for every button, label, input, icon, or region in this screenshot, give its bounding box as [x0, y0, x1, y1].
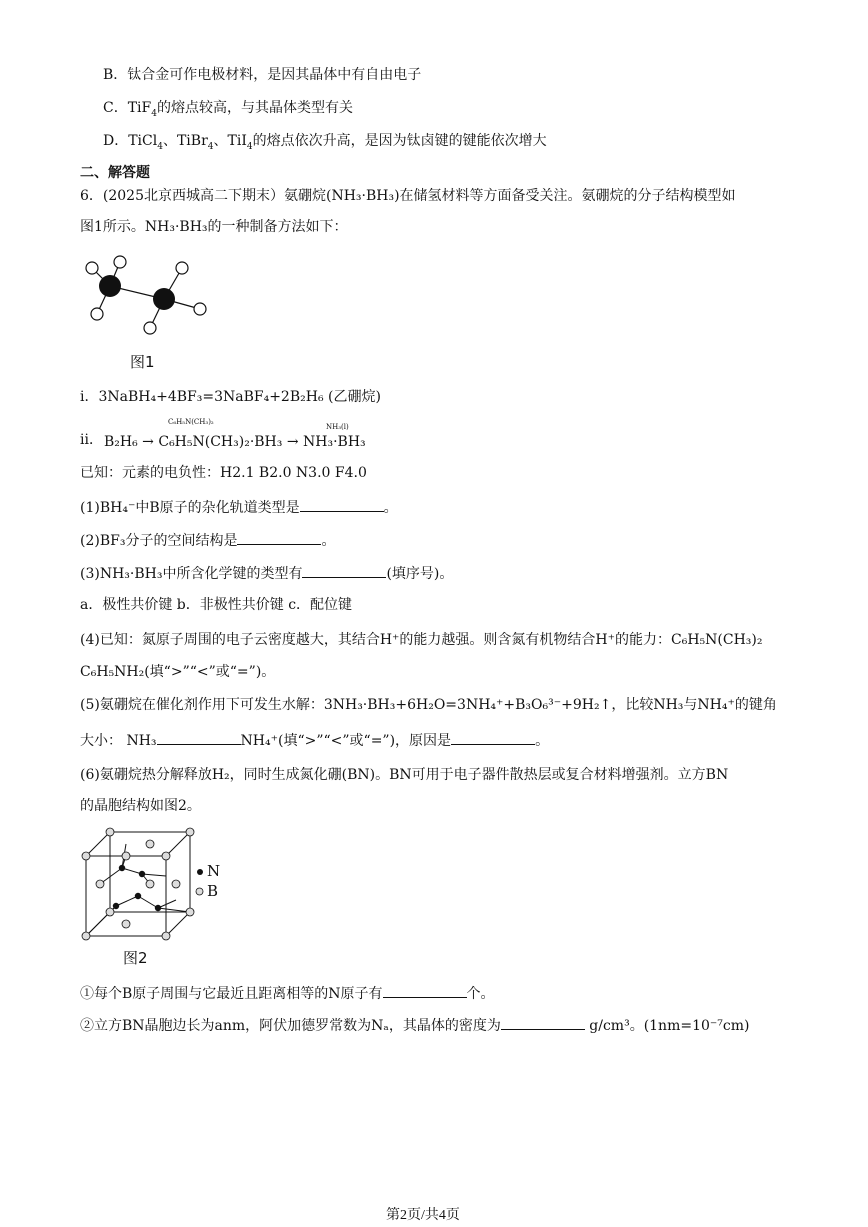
- figure2-legend-n: N: [207, 862, 221, 880]
- sub-question-2-suffix: g/cm³。(1nm=10⁻⁷cm): [589, 1018, 750, 1034]
- step-ii-equation: B₂H₆ → C₆H₅N(CH₃)₂·BH₃ → NH₃·BH₃: [104, 434, 366, 450]
- option-c: C．TiF$_4$的熔点较高，与其晶体类型有关: [103, 100, 353, 119]
- answer-blank-6a[interactable]: [383, 983, 467, 998]
- option-d-prefix: D．TiCl: [103, 133, 158, 149]
- known-electronegativity: 已知：元素的电负性：H2.1 B2.0 N3.0 F4.0: [80, 465, 367, 481]
- figure2-legend-n-marker: [196, 868, 204, 876]
- answer-blank-1[interactable]: [300, 497, 384, 512]
- option-d-mid1: 、TiBr: [162, 133, 208, 149]
- answer-blank-6b[interactable]: [501, 1015, 585, 1030]
- question-4-line1: (4)已知：氮原子周围的电子云密度越大，其结合H⁺的能力越强。则含氮有机物结合H⁺的能力：C₆H₅N(CH₃)₂: [80, 632, 763, 648]
- question-2-text: (2)BF₃分子的空间结构是: [80, 533, 238, 549]
- option-d: D．TiCl$_4$、TiBr$_4$、TiI$_4$的熔点依次升高，是因为钛卤键的键能依次增大: [103, 133, 547, 152]
- option-d-mid2: 、TiI: [213, 133, 247, 149]
- sub-question-1-text: ①每个B原子周围与它最近且距离相等的N原子有: [80, 986, 383, 1002]
- question-1-text: (1)BH₄⁻中B原子的杂化轨道类型是: [80, 500, 300, 516]
- answer-blank-5b[interactable]: [451, 730, 535, 745]
- question-4-line2: C₆H₅NH₂(填“>”“<”或“=”)。: [80, 664, 276, 680]
- option-c-prefix: C．TiF: [103, 100, 152, 116]
- sub-question-2-text: ②立方BN晶胞边长为anm，阿伏加德罗常数为Nₐ，其晶体的密度为: [80, 1018, 501, 1034]
- page-footer: 第2页/共4页: [386, 1208, 460, 1223]
- figure2-legend-b-marker: [195, 887, 204, 896]
- step-ii-reagent2: NH₃(l): [326, 423, 349, 431]
- sub-question-1-suffix: 个。: [466, 986, 495, 1002]
- step-i: i．3NaBH₄+4BF₃=3NaBF₄+2B₂H₆ (乙硼烷): [80, 389, 381, 405]
- question-5-line1: (5)氨硼烷在催化剂作用下可发生水解：3NH₃·BH₃+6H₂O=3NH₄⁺+B₃O₆³⁻+9H₂↑，比较NH₃与NH₄⁺的键角: [80, 697, 777, 713]
- question-intro-line2: 图1所示。NH₃·BH₃的一种制备方法如下：: [80, 219, 348, 235]
- option-d-suffix: 的熔点依次升高，是因为钛卤键的键能依次增大: [252, 133, 547, 149]
- section-heading: 二、解答题: [80, 165, 150, 181]
- answer-blank-2[interactable]: [237, 530, 321, 545]
- option-b: B．钛合金可作电极材料，是因其晶体中有自由电子: [103, 67, 422, 83]
- question-6-line1: (6)氨硼烷热分解释放H₂，同时生成氮化硼(BN)。BN可用于电子器件散热层或复合材料增强剂。立方BN: [80, 767, 729, 783]
- sub-question-1: [80, 983, 495, 1004]
- answer-blank-3[interactable]: [302, 563, 386, 578]
- question-3-suffix: (填序号)。: [386, 566, 454, 582]
- question-intro-line1: 6．(2025北京西城高二下期末）氨硼烷(NH₃·BH₃)在储氢材料等方面备受关注。氨硼烷的分子结构模型如: [80, 188, 736, 204]
- step-ii-reagent1: C₆H₅N(CH₃)₂: [168, 418, 214, 426]
- answer-blank-5a[interactable]: [157, 730, 241, 745]
- question-5-line2: 大小： NH₃ NH₄⁺(填“>”“<”或“=”)，原因是 。: [80, 730, 549, 751]
- figure2-caption: 图2: [123, 949, 148, 967]
- question-3-text: (3)NH₃·BH₃中所含化学键的类型有: [80, 566, 303, 582]
- sub-question-2: [80, 1015, 749, 1036]
- figure1-molecule-model: [80, 252, 210, 332]
- figure1-caption: 图1: [130, 353, 155, 371]
- question-6-line2: 的晶胞结构如图2。: [80, 798, 201, 814]
- question-2: (2)BF₃分子的空间结构是 。: [80, 530, 335, 551]
- question-5-text-a: 大小： NH₃: [80, 733, 157, 749]
- figure2-legend-b: B: [207, 882, 219, 900]
- step-ii-label: ii．: [80, 432, 103, 448]
- question-5-text-b: NH₄⁺(填“>”“<”或“=”)，原因是: [240, 733, 452, 749]
- option-c-suffix: 的熔点较高，与其晶体类型有关: [156, 100, 353, 116]
- question-3: [80, 563, 453, 584]
- question-3-options: a．极性共价键 b．非极性共价键 c．配位键: [80, 597, 353, 613]
- question-1: (1)BH₄⁻中B原子的杂化轨道类型是 。: [80, 497, 398, 518]
